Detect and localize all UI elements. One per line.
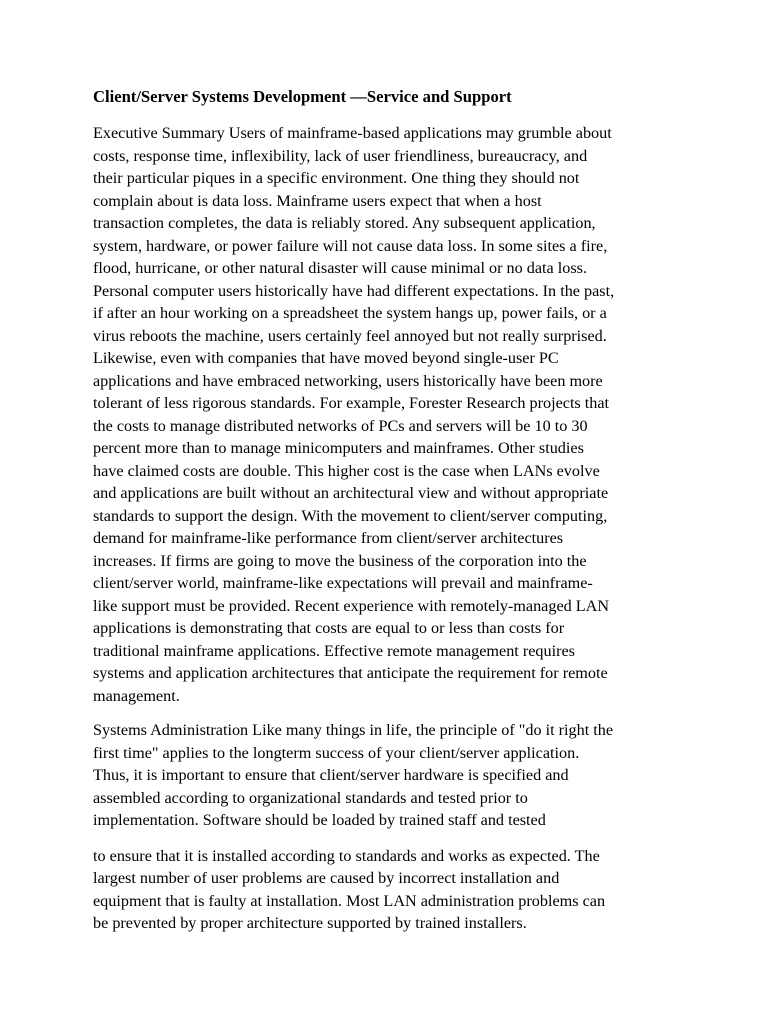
text-line: the costs to manage distributed networks of PCs and servers will be 10 to 30 <box>93 416 588 435</box>
text-line: and applications are built without an architectural view and without appropriate <box>93 484 609 502</box>
systems-administration-paragraph <box>93 719 683 832</box>
document-title: Client/Server Systems Development —Service and Support <box>93 87 512 106</box>
document-body <box>93 86 683 935</box>
text-line: applications and have embraced networking, users historically have been more <box>93 371 603 390</box>
text-line: equipment that is faulty at installation. Most LAN administration problems can <box>93 891 606 910</box>
text-line: have claimed costs are double. This higher cost is the case when LANs evolve <box>93 461 600 480</box>
text-line: virus reboots the machine, users certainly feel annoyed but not really surprised. <box>93 326 607 345</box>
text-line: if after an hour working on a spreadsheet the system hangs up, power fails, or a <box>93 304 607 322</box>
text-line: Systems Administration Like many things in life, the principle of "do it right the <box>93 721 614 739</box>
text-line: assembled according to organizational standards and tested prior to <box>93 788 528 807</box>
text-line: implementation. Software should be loaded by trained staff and tested <box>93 811 546 829</box>
text-line: Likewise, even with companies that have moved beyond single-user PC <box>93 349 559 367</box>
text-line: Thus, it is important to ensure that client/server hardware is specified and <box>93 766 569 784</box>
text-line: management. <box>93 686 180 705</box>
text-line: first time" applies to the longterm success of your client/server application. <box>93 743 580 762</box>
text-line: Executive Summary Users of mainframe-based applications may grumble about <box>93 124 612 142</box>
text-line: client/server world, mainframe-like expectations will prevail and mainframe- <box>93 574 593 592</box>
text-line: tolerant of less rigorous standards. For example, Forester Research projects that <box>93 394 610 412</box>
installation-paragraph <box>93 845 683 935</box>
text-line: to ensure that it is installed according to standards and works as expected. The <box>93 846 600 865</box>
text-line: Personal computer users historically have had different expectations. In the past, <box>93 281 615 300</box>
text-line: be prevented by proper architecture supported by trained installers. <box>93 914 527 932</box>
text-line: systems and application architectures that anticipate the requirement for remote <box>93 664 608 682</box>
text-line: like support must be provided. Recent experience with remotely-managed LAN <box>93 596 610 615</box>
text-line: percent more than to manage minicomputers and mainframes. Other studies <box>93 439 584 457</box>
text-line: their particular piques in a specific environment. One thing they should not <box>93 169 580 187</box>
text-line: largest number of user problems are caused by incorrect installation and <box>93 869 560 887</box>
executive-summary-paragraph <box>93 122 683 707</box>
text-line: demand for mainframe-like performance from client/server architectures <box>93 529 564 547</box>
text-line: flood, hurricane, or other natural disaster will cause minimal or no data loss. <box>93 259 588 277</box>
text-line: system, hardware, or power failure will not cause data loss. In some sites a fire, <box>93 236 608 255</box>
text-line: increases. If firms are going to move the business of the corporation into the <box>93 551 587 570</box>
text-line: applications is demonstrating that costs are equal to or less than costs for <box>93 619 565 637</box>
text-line: costs, response time, inflexibility, lack of user friendliness, bureaucracy, and <box>93 146 588 165</box>
text-line: transaction completes, the data is reliably stored. Any subsequent application, <box>93 214 596 232</box>
text-line: standards to support the design. With the movement to client/server computing, <box>93 506 608 525</box>
text-line: traditional mainframe applications. Effective remote management requires <box>93 641 575 660</box>
text-line: complain about is data loss. Mainframe users expect that when a host <box>93 191 542 210</box>
